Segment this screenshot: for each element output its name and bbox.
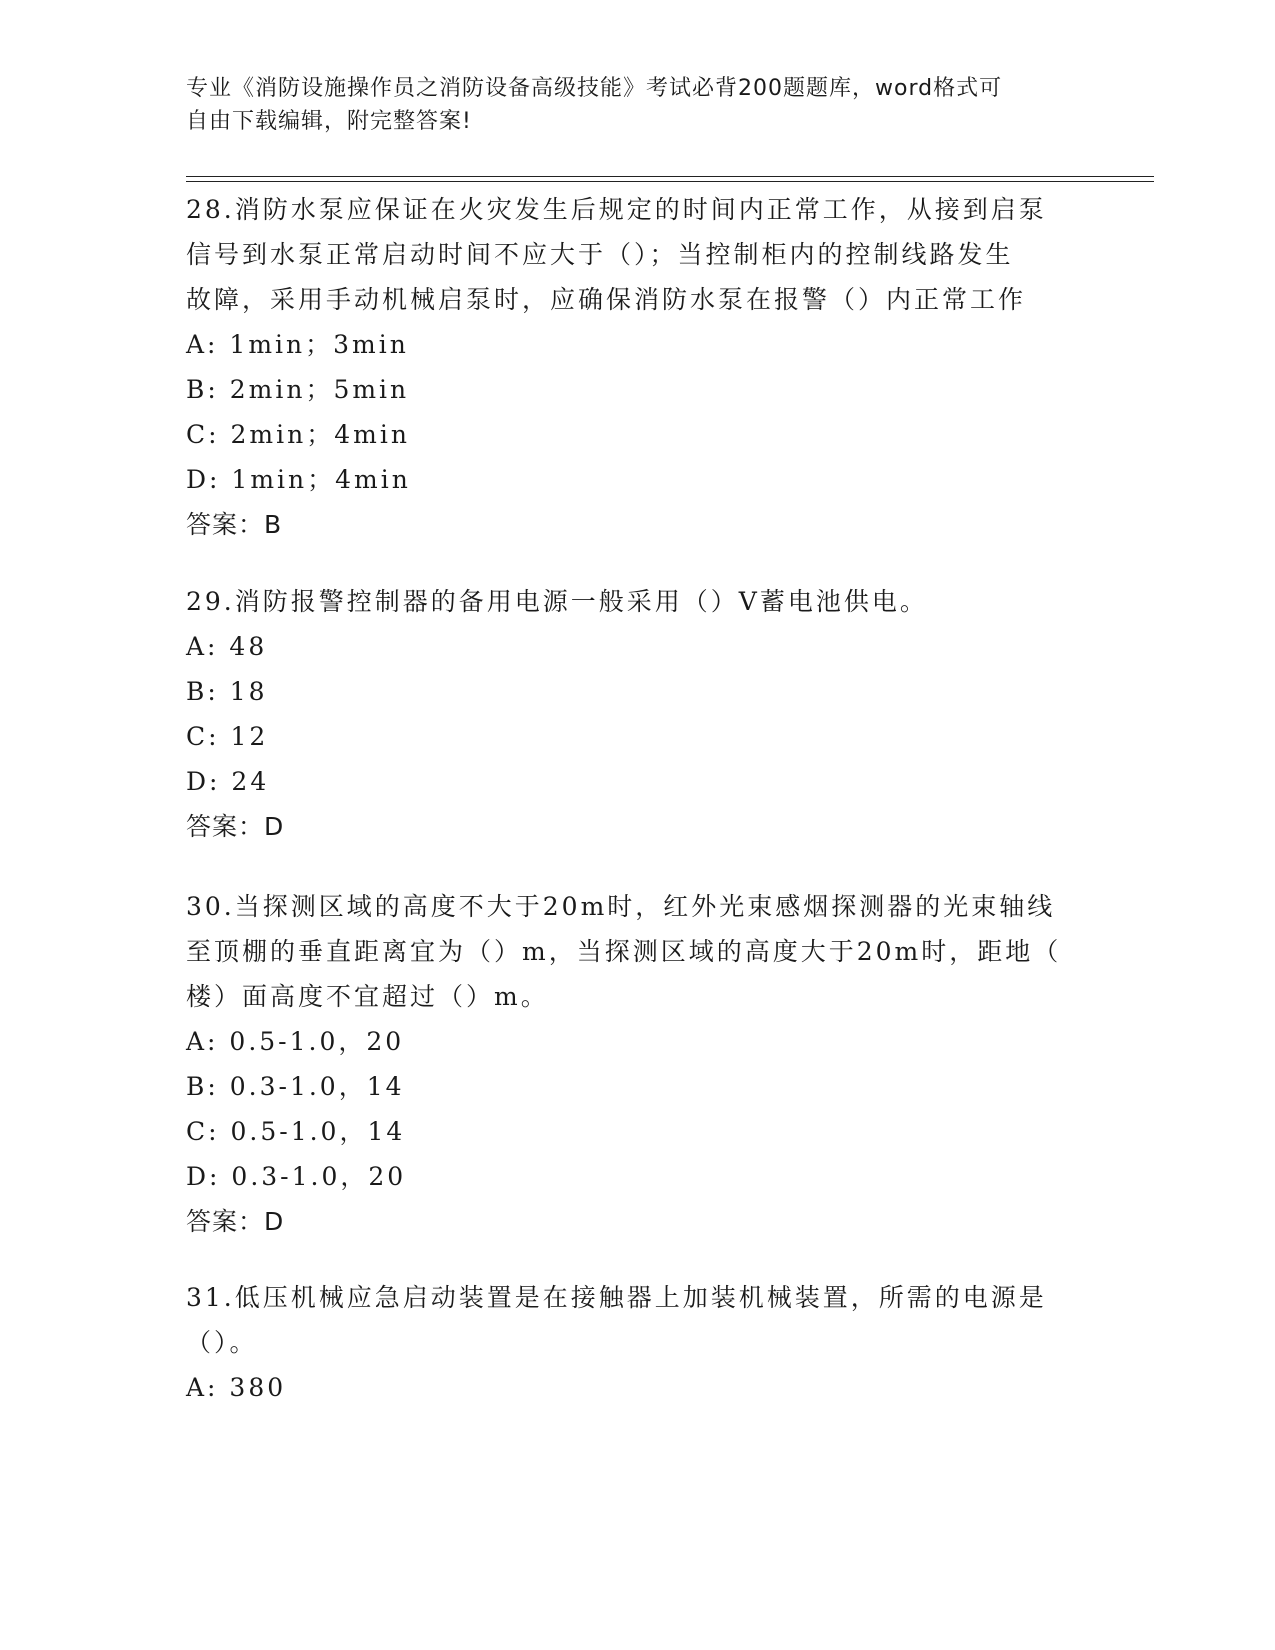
option-d: D: 0.3-1.0，20	[186, 1162, 407, 1191]
question-stem	[186, 579, 1086, 624]
option-d: D: 24	[186, 767, 270, 796]
header-divider-top	[186, 176, 1154, 177]
option-a: A: 1min；3min	[186, 330, 409, 359]
question-stem-line: 楼）面高度不宜超过（）m。	[186, 982, 549, 1011]
question-stem-line: 信号到水泵正常启动时间不应大于（）；当控制柜内的控制线路发生	[186, 240, 1014, 269]
question-stem	[186, 187, 1086, 322]
question-stem	[186, 1275, 1086, 1365]
header-line-2: 自由下载编辑，附完整答案!	[186, 109, 472, 134]
question-stem-line: 29.消防报警控制器的备用电源一般采用（）V蓄电池供电。	[186, 587, 928, 616]
option-c: C: 0.5-1.0，14	[186, 1117, 406, 1146]
question-stem-line: 28.消防水泵应保证在火灾发生后规定的时间内正常工作，从接到启泵	[186, 195, 1047, 224]
option-a: A: 48	[186, 632, 268, 661]
question-stem	[186, 884, 1086, 1019]
question-stem-line: 至顶棚的垂直距离宜为（）m，当探测区域的高度大于20m时，距地（	[186, 937, 1062, 966]
question-stem-line: 31.低压机械应急启动装置是在接触器上加装机械装置，所需的电源是	[186, 1283, 1047, 1312]
question-30	[186, 884, 1086, 1244]
document-header	[186, 72, 1076, 138]
question-stem-line: （）。	[186, 1328, 258, 1357]
option-a: A: 380	[186, 1373, 287, 1402]
question-29	[186, 579, 1086, 849]
header-line-1: 专业《消防设施操作员之消防设备高级技能》考试必背200题题库，word格式可	[186, 76, 1003, 101]
option-b: B: 18	[186, 677, 268, 706]
answer-label: 答案：D	[186, 1207, 285, 1236]
option-a: A: 0.5-1.0，20	[186, 1027, 405, 1056]
option-d: D: 1min；4min	[186, 465, 411, 494]
header-divider-bottom	[186, 181, 1154, 182]
question-stem-line: 故障，采用手动机械启泵时，应确保消防水泵在报警（）内正常工作	[186, 285, 1027, 314]
option-c: C: 2min；4min	[186, 420, 410, 449]
option-c: C: 12	[186, 722, 269, 751]
question-stem-line: 30.当探测区域的高度不大于20m时，红外光束感烟探测器的光束轴线	[186, 892, 1056, 921]
question-28	[186, 187, 1086, 547]
option-b: B: 2min；5min	[186, 375, 410, 404]
question-31	[186, 1275, 1086, 1410]
answer-label: 答案：D	[186, 812, 285, 841]
answer-label: 答案：B	[186, 510, 283, 539]
option-b: B: 0.3-1.0，14	[186, 1072, 405, 1101]
